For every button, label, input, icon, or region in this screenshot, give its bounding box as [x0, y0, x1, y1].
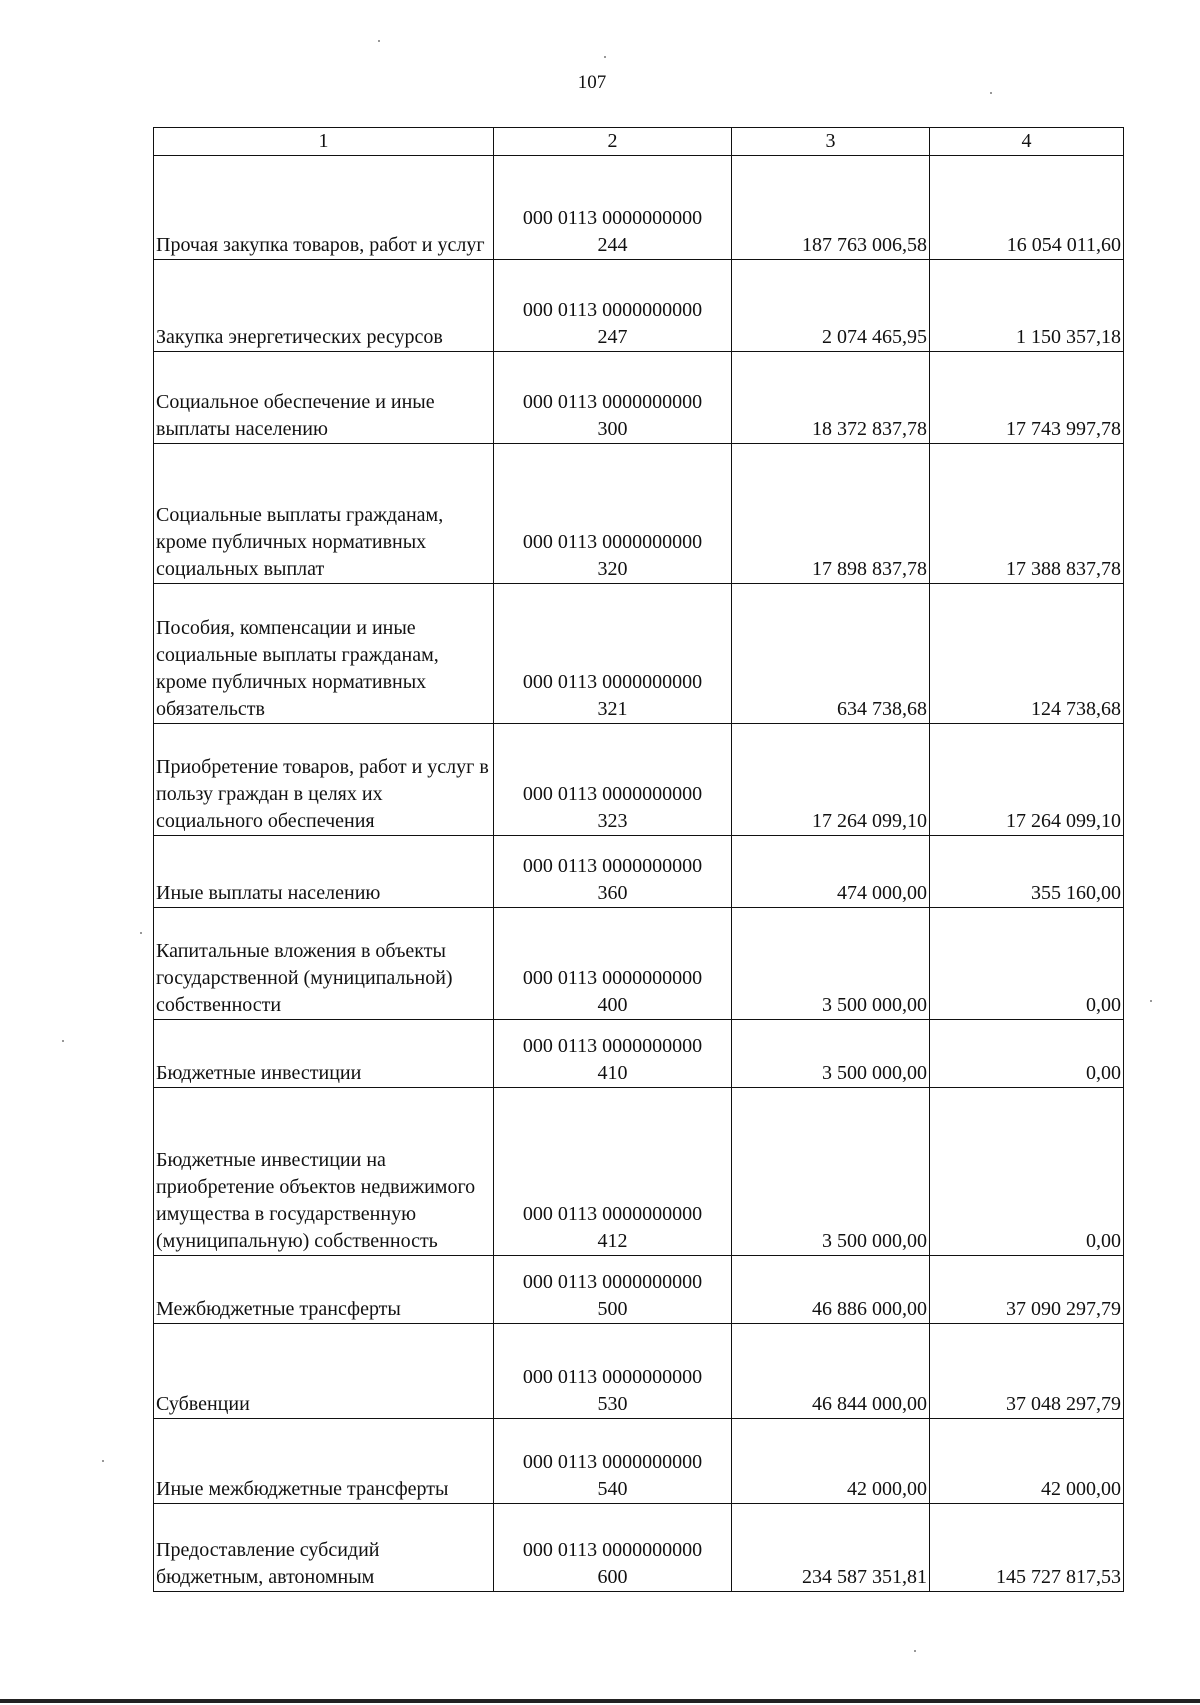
- row-name: Социальные выплаты гражданам, кроме публичных нормативных социальных выплат: [154, 444, 494, 584]
- value-col4: 124 738,68: [930, 584, 1124, 724]
- table-row: [154, 444, 1124, 584]
- row-code: [494, 1419, 732, 1504]
- code-main: 000 0113 0000000000: [522, 1203, 703, 1225]
- code-sub: 412: [597, 1230, 628, 1252]
- code-main: 000 0113 0000000000: [522, 391, 703, 413]
- value-col4: 17 388 837,78: [930, 444, 1124, 584]
- code-sub: 530: [597, 1393, 628, 1415]
- code-sub: 247: [597, 326, 628, 348]
- page-number: 107: [577, 72, 607, 93]
- code-sub: 540: [597, 1478, 628, 1500]
- value-col3: 2 074 465,95: [732, 260, 930, 352]
- row-code: [494, 836, 732, 908]
- code-sub: 360: [597, 882, 628, 904]
- value-col4: 17 743 997,78: [930, 352, 1124, 444]
- value-col3: 46 886 000,00: [732, 1256, 930, 1324]
- column-header-3: 3: [732, 128, 930, 156]
- value-col4: 355 160,00: [930, 836, 1124, 908]
- code-main: 000 0113 0000000000: [522, 783, 703, 805]
- row-code: [494, 1324, 732, 1419]
- budget-table: [153, 127, 1124, 1592]
- row-code: [494, 260, 732, 352]
- scan-speck: [604, 56, 606, 58]
- value-col4: 0,00: [930, 1088, 1124, 1256]
- row-name: Социальное обеспечение и иные выплаты населению: [154, 352, 494, 444]
- row-code: [494, 908, 732, 1020]
- row-name: Предоставление субсидий бюджетным, автономным: [154, 1504, 494, 1592]
- value-col4: 16 054 011,60: [930, 156, 1124, 260]
- value-col4: 145 727 817,53: [930, 1504, 1124, 1592]
- value-col3: 17 264 099,10: [732, 724, 930, 836]
- value-col3: 3 500 000,00: [732, 1020, 930, 1088]
- code-main: 000 0113 0000000000: [522, 1035, 703, 1057]
- table-row: [154, 352, 1124, 444]
- value-col3: 474 000,00: [732, 836, 930, 908]
- code-sub: 320: [597, 558, 628, 580]
- row-code: [494, 724, 732, 836]
- row-name: Закупка энергетических ресурсов: [154, 260, 494, 352]
- scan-speck: [378, 40, 380, 42]
- row-name: Межбюджетные трансферты: [154, 1256, 494, 1324]
- table-row: [154, 1324, 1124, 1419]
- code-main: 000 0113 0000000000: [522, 207, 703, 229]
- row-code: [494, 156, 732, 260]
- row-code: [494, 1504, 732, 1592]
- row-code: [494, 444, 732, 584]
- row-name: Пособия, компенсации и иные социальные выплаты гражданам, кроме публичных нормативных обязательств: [154, 584, 494, 724]
- row-code: [494, 1020, 732, 1088]
- row-name: Приобретение товаров, работ и услуг в пользу граждан в целях их социального обеспечения: [154, 724, 494, 836]
- code-main: 000 0113 0000000000: [522, 1366, 703, 1388]
- code-sub: 600: [597, 1566, 628, 1588]
- value-col3: 3 500 000,00: [732, 1088, 930, 1256]
- table-row: [154, 1419, 1124, 1504]
- column-header-2: 2: [494, 128, 732, 156]
- scan-speck: [102, 1460, 104, 1462]
- value-col4: 0,00: [930, 908, 1124, 1020]
- value-col3: 187 763 006,58: [732, 156, 930, 260]
- table-row: [154, 724, 1124, 836]
- scan-speck: [1150, 1000, 1152, 1002]
- scan-speck: [990, 92, 992, 94]
- row-name: Бюджетные инвестиции на приобретение объектов недвижимого имущества в государственную (муниципальную) собственность: [154, 1088, 494, 1256]
- row-name: Иные выплаты населению: [154, 836, 494, 908]
- row-code: [494, 352, 732, 444]
- value-col4: 1 150 357,18: [930, 260, 1124, 352]
- code-sub: 323: [597, 810, 628, 832]
- code-main: 000 0113 0000000000: [522, 531, 703, 553]
- header-row: [154, 128, 1124, 156]
- scan-speck: [140, 932, 142, 934]
- code-main: 000 0113 0000000000: [522, 967, 703, 989]
- value-col3: 634 738,68: [732, 584, 930, 724]
- table-row: [154, 908, 1124, 1020]
- code-main: 000 0113 0000000000: [522, 671, 703, 693]
- code-main: 000 0113 0000000000: [522, 855, 703, 877]
- code-main: 000 0113 0000000000: [522, 1271, 703, 1293]
- value-col3: 17 898 837,78: [732, 444, 930, 584]
- code-main: 000 0113 0000000000: [522, 299, 703, 321]
- code-sub: 300: [597, 418, 628, 440]
- value-col3: 234 587 351,81: [732, 1504, 930, 1592]
- value-col3: 3 500 000,00: [732, 908, 930, 1020]
- table-row: [154, 584, 1124, 724]
- value-col4: 17 264 099,10: [930, 724, 1124, 836]
- table-row: [154, 156, 1124, 260]
- table-row: [154, 1020, 1124, 1088]
- scan-speck: [62, 1040, 64, 1042]
- table-row: [154, 260, 1124, 352]
- value-col4: 37 048 297,79: [930, 1324, 1124, 1419]
- code-sub: 244: [597, 234, 628, 256]
- column-header-4: 4: [930, 128, 1124, 156]
- row-name: Субвенции: [154, 1324, 494, 1419]
- code-sub: 410: [597, 1062, 628, 1084]
- row-name: Бюджетные инвестиции: [154, 1020, 494, 1088]
- column-header-1: 1: [154, 128, 494, 156]
- value-col3: 18 372 837,78: [732, 352, 930, 444]
- table-row: [154, 1504, 1124, 1592]
- row-name: Капитальные вложения в объекты государственной (муниципальной) собственности: [154, 908, 494, 1020]
- bottom-scan-edge: [0, 1699, 1200, 1703]
- table-row: [154, 1256, 1124, 1324]
- value-col3: 42 000,00: [732, 1419, 930, 1504]
- value-col4: 37 090 297,79: [930, 1256, 1124, 1324]
- code-main: 000 0113 0000000000: [522, 1451, 703, 1473]
- row-code: [494, 1088, 732, 1256]
- row-name: Прочая закупка товаров, работ и услуг: [154, 156, 494, 260]
- code-sub: 400: [597, 994, 628, 1016]
- code-main: 000 0113 0000000000: [522, 1539, 703, 1561]
- row-code: [494, 1256, 732, 1324]
- value-col3: 46 844 000,00: [732, 1324, 930, 1419]
- row-name: Иные межбюджетные трансферты: [154, 1419, 494, 1504]
- table-row: [154, 1088, 1124, 1256]
- code-sub: 500: [597, 1298, 628, 1320]
- code-sub: 321: [597, 698, 628, 720]
- table-row: [154, 836, 1124, 908]
- scan-speck: [914, 1650, 916, 1652]
- row-code: [494, 584, 732, 724]
- value-col4: 42 000,00: [930, 1419, 1124, 1504]
- value-col4: 0,00: [930, 1020, 1124, 1088]
